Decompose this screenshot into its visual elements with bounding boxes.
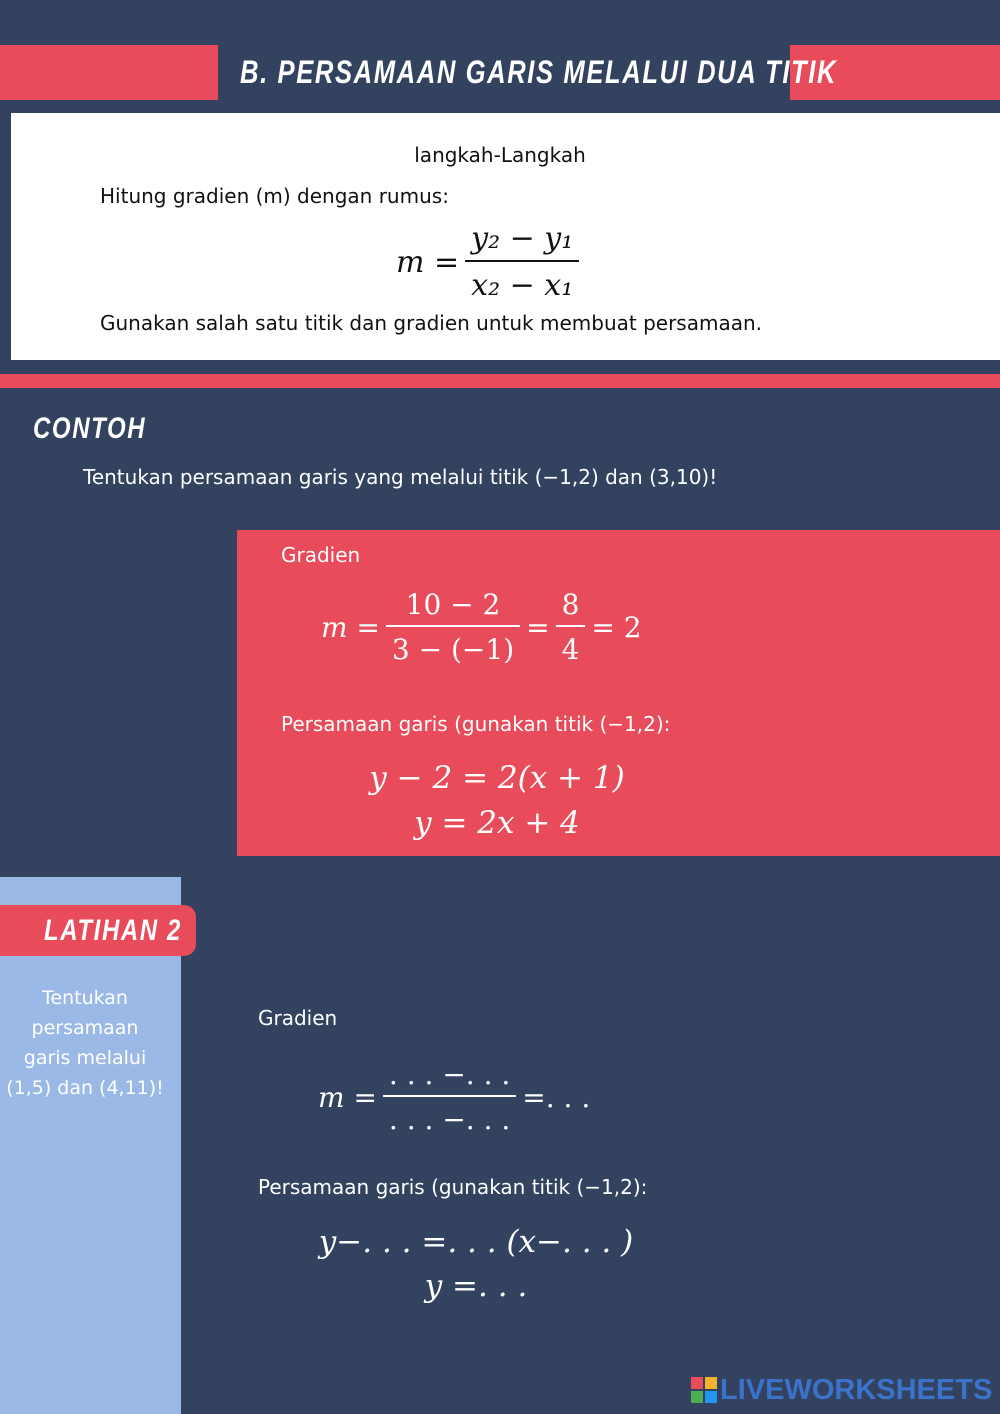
exercise-sidebar xyxy=(0,877,181,1414)
page-title: B. PERSAMAAN GARIS MELALUI DUA TITIK xyxy=(240,54,838,90)
example-line-label: Persamaan garis (gunakan titik (−1,2): xyxy=(281,712,671,736)
logo-square-l-icon xyxy=(691,1377,703,1389)
example-fraction-2 xyxy=(556,588,586,666)
exercise-fraction-numerator[interactable]: . . . −. . . xyxy=(388,1058,511,1091)
example-gradient-equals: = xyxy=(526,610,550,644)
logo-square-e-icon xyxy=(705,1391,717,1403)
exercise-gradient-result[interactable]: =. . . xyxy=(522,1080,591,1114)
example-line-equation-1: y − 2 = 2(x + 1) xyxy=(369,760,625,796)
steps-box xyxy=(11,113,1000,360)
formula-fraction xyxy=(465,221,579,303)
example-fraction-1-numerator: 10 − 2 xyxy=(405,588,501,621)
exercise-gradient-lhs: m = xyxy=(318,1080,377,1114)
steps-heading: langkah-Langkah xyxy=(414,143,586,167)
logo-square-v-icon xyxy=(691,1391,703,1403)
example-fraction-2-numerator: 8 xyxy=(561,588,580,621)
exercise-line-label: Persamaan garis (gunakan titik (−1,2): xyxy=(258,1175,648,1199)
section-divider xyxy=(0,374,1000,388)
exercise-fraction xyxy=(383,1058,516,1136)
footer-brand: LIVEWORKSHEETS xyxy=(720,1374,993,1406)
gradient-formula xyxy=(396,221,585,303)
example-gradient-lhs: m = xyxy=(321,610,380,644)
exercise-gradient-equation xyxy=(318,1058,590,1136)
formula-numerator: y₂ − y₁ xyxy=(471,221,574,256)
exercise-label: LATIHAN 2 xyxy=(44,914,182,947)
example-fraction-1-denominator: 3 − (−1) xyxy=(391,633,515,666)
example-question: Tentukan persamaan garis yang melalui titik (−1,2) dan (3,10)! xyxy=(83,465,718,489)
formula-denominator: x₂ − x₁ xyxy=(471,268,574,303)
exercise-fraction-denominator[interactable]: . . . −. . . xyxy=(388,1103,511,1136)
exercise-gradient-label: Gradien xyxy=(258,1006,338,1030)
logo-square-i-icon xyxy=(705,1377,717,1389)
liveworksheets-logo xyxy=(691,1377,717,1403)
example-gradient-label: Gradien xyxy=(281,543,361,567)
step-1-text: Hitung gradien (m) dengan rumus: xyxy=(100,184,449,208)
example-solution-box xyxy=(237,530,1000,856)
example-gradient-equation xyxy=(321,588,642,666)
step-2-text: Gunakan salah satu titik dan gradien untuk membuat persamaan. xyxy=(100,311,763,335)
header-bar-left xyxy=(0,45,218,100)
example-gradient-result: = 2 xyxy=(591,610,642,644)
example-label: CONTOH xyxy=(33,412,147,445)
example-fraction-1 xyxy=(386,588,520,666)
exercise-line-equation-1[interactable]: y−. . . =. . . (x−. . . ) xyxy=(318,1224,634,1260)
formula-lhs: m = xyxy=(396,244,460,280)
example-fraction-2-denominator: 4 xyxy=(561,633,580,666)
exercise-question: Tentukan persamaan garis melalui (1,5) dan (4,11)! xyxy=(6,987,164,1099)
example-line-equation-2: y = 2x + 4 xyxy=(414,805,580,841)
exercise-line-equation-2[interactable]: y =. . . xyxy=(424,1268,528,1304)
